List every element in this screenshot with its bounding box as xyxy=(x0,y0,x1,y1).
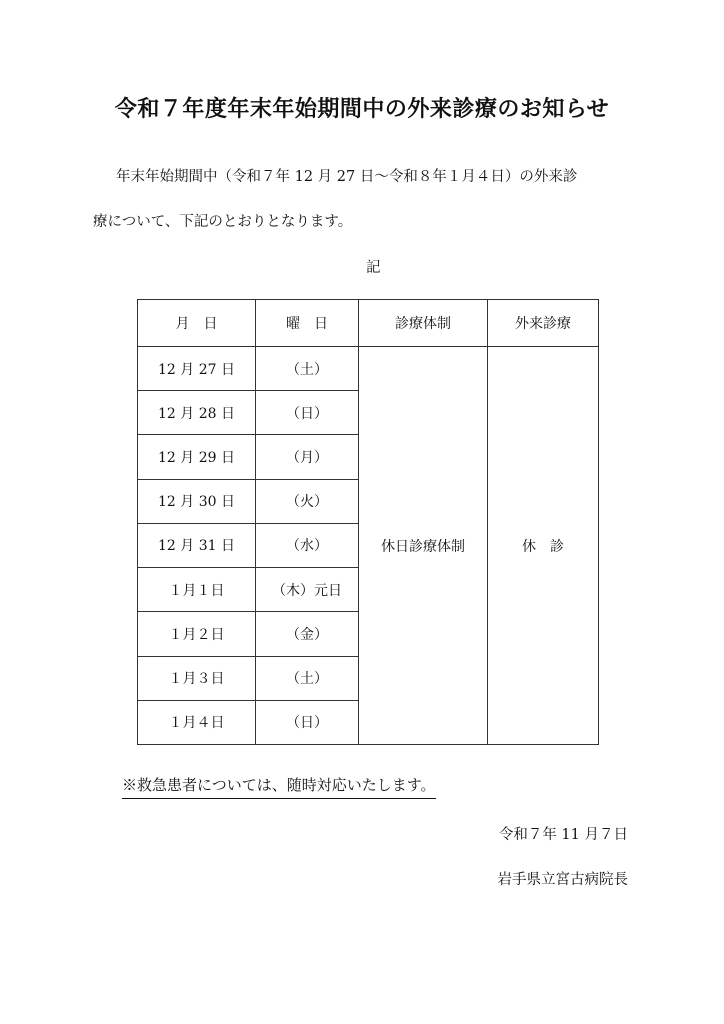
header-weekday: 曜 日 xyxy=(256,300,359,347)
header-system: 診療体制 xyxy=(359,300,488,347)
row-weekday: （水） xyxy=(256,523,359,567)
header-date: 月 日 xyxy=(138,300,256,347)
row-date: １月４日 xyxy=(138,700,256,744)
system-cell: 休日診療体制 xyxy=(359,347,488,745)
row-date: 12 月 31 日 xyxy=(138,523,256,567)
row-weekday: （火） xyxy=(256,479,359,523)
emergency-note: ※救急患者については、随時対応いたします。 xyxy=(122,774,436,799)
row-date: 12 月 30 日 xyxy=(138,479,256,523)
row-weekday: （月） xyxy=(256,435,359,479)
header-outpatient: 外来診療 xyxy=(488,300,599,347)
row-weekday: （土） xyxy=(256,656,359,700)
row-date: １月３日 xyxy=(138,656,256,700)
outpatient-cell: 休 診 xyxy=(488,347,599,745)
row-weekday: （土） xyxy=(256,347,359,391)
row-weekday: （日） xyxy=(256,391,359,435)
intro-line-2: 療について、下記のとおりとなります。 xyxy=(93,214,353,230)
page-title: 令和７年度年末年始期間中の外来診療のお知らせ xyxy=(114,97,610,122)
row-date: １月１日 xyxy=(138,568,256,612)
issue-date: 令和７年 11 月７日 xyxy=(498,827,628,843)
schedule-table xyxy=(137,299,599,745)
row-date: 12 月 28 日 xyxy=(138,391,256,435)
row-weekday: （金） xyxy=(256,612,359,656)
table-header-row xyxy=(138,300,599,347)
row-date: 12 月 29 日 xyxy=(138,435,256,479)
ki-heading: 記 xyxy=(366,260,381,276)
intro-line-1: 年末年始期間中（令和７年 12 月 27 日～令和８年１月４日）の外来診 xyxy=(116,169,578,185)
table-row xyxy=(138,347,599,391)
row-weekday: （木）元日 xyxy=(256,568,359,612)
row-date: 12 月 27 日 xyxy=(138,347,256,391)
row-date: １月２日 xyxy=(138,612,256,656)
row-weekday: （日） xyxy=(256,700,359,744)
issuer-name: 岩手県立宮古病院長 xyxy=(497,872,628,888)
